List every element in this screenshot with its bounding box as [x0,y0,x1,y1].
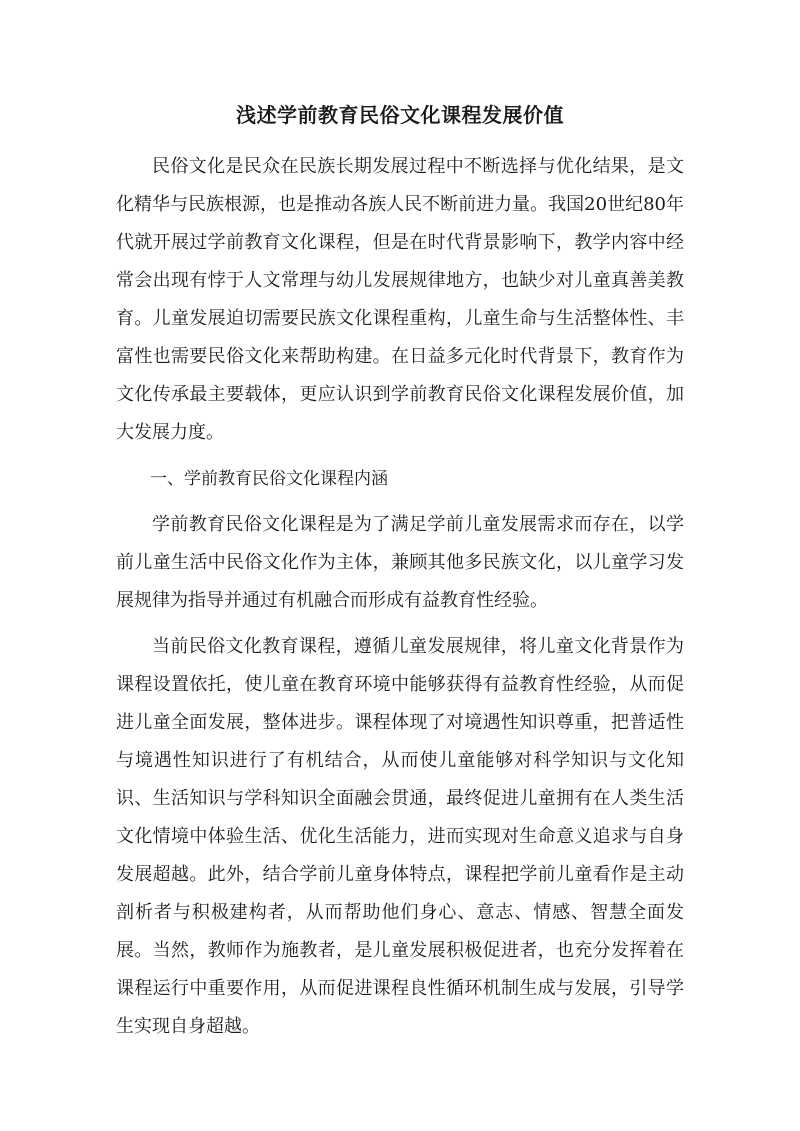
intro-paragraph: 民俗文化是民众在民族长期发展过程中不断选择与优化结果，是文化精华与民族根源，也是推动各族人民不断前进力量。我国20世纪80年代就开展过学前教育文化课程，但是在时代背景影响下，教学内容中经常会出现有悖于人文常理与幼儿发展规律地方，也缺少对儿童真善美教育。儿童发展迫切需要民族文化课程重构，儿童生命与生活整体性、丰富性也需要民俗文化来帮助构建。在日益多元化时代背景下，教育作为文化传承最主要载体，更应认识到学前教育民俗文化课程发展价值，加大发展力度。 [116,156,684,443]
document-title: 浅述学前教育民俗文化课程发展价值 [236,103,564,127]
section-heading: 一、学前教育民俗文化课程内涵 [150,469,388,489]
document-page [116,100,684,1054]
curriculum-paragraph: 当前民俗文化教育课程，遵循儿童发展规律，将儿童文化背景作为课程设置依托，使儿童在教育环境中能够获得有益教育性经验，从而促进儿童全面发展，整体进步。课程体现了对境遇性知识尊重，把普适性与境遇性知识进行了有机结合，从而使儿童能够对科学知识与文化知识、生活知识与学科知识全面融会贯通，最终促进儿童拥有在人类生活文化情境中体验生活、优化生活能力，进而实现对生命意义追求与自身发展超越。此外，结合学前儿童身体特点，课程把学前儿童看作是主动剖析者与积极建构者，从而帮助他们身心、意志、情感、智慧全面发展。当然，教师作为施教者，是儿童发展积极促进者，也充分发挥着在课程运行中重要作用，从而促进课程良性循环机制生成与发展，引导学生实现自身超越。 [116,636,684,1037]
definition-paragraph: 学前教育民俗文化课程是为了满足学前儿童发展需求而存在，以学前儿童生活中民俗文化作为主体，兼顾其他多民族文化，以儿童学习发展规律为指导并通过有机融合而形成有益教育性经验。 [116,514,684,611]
